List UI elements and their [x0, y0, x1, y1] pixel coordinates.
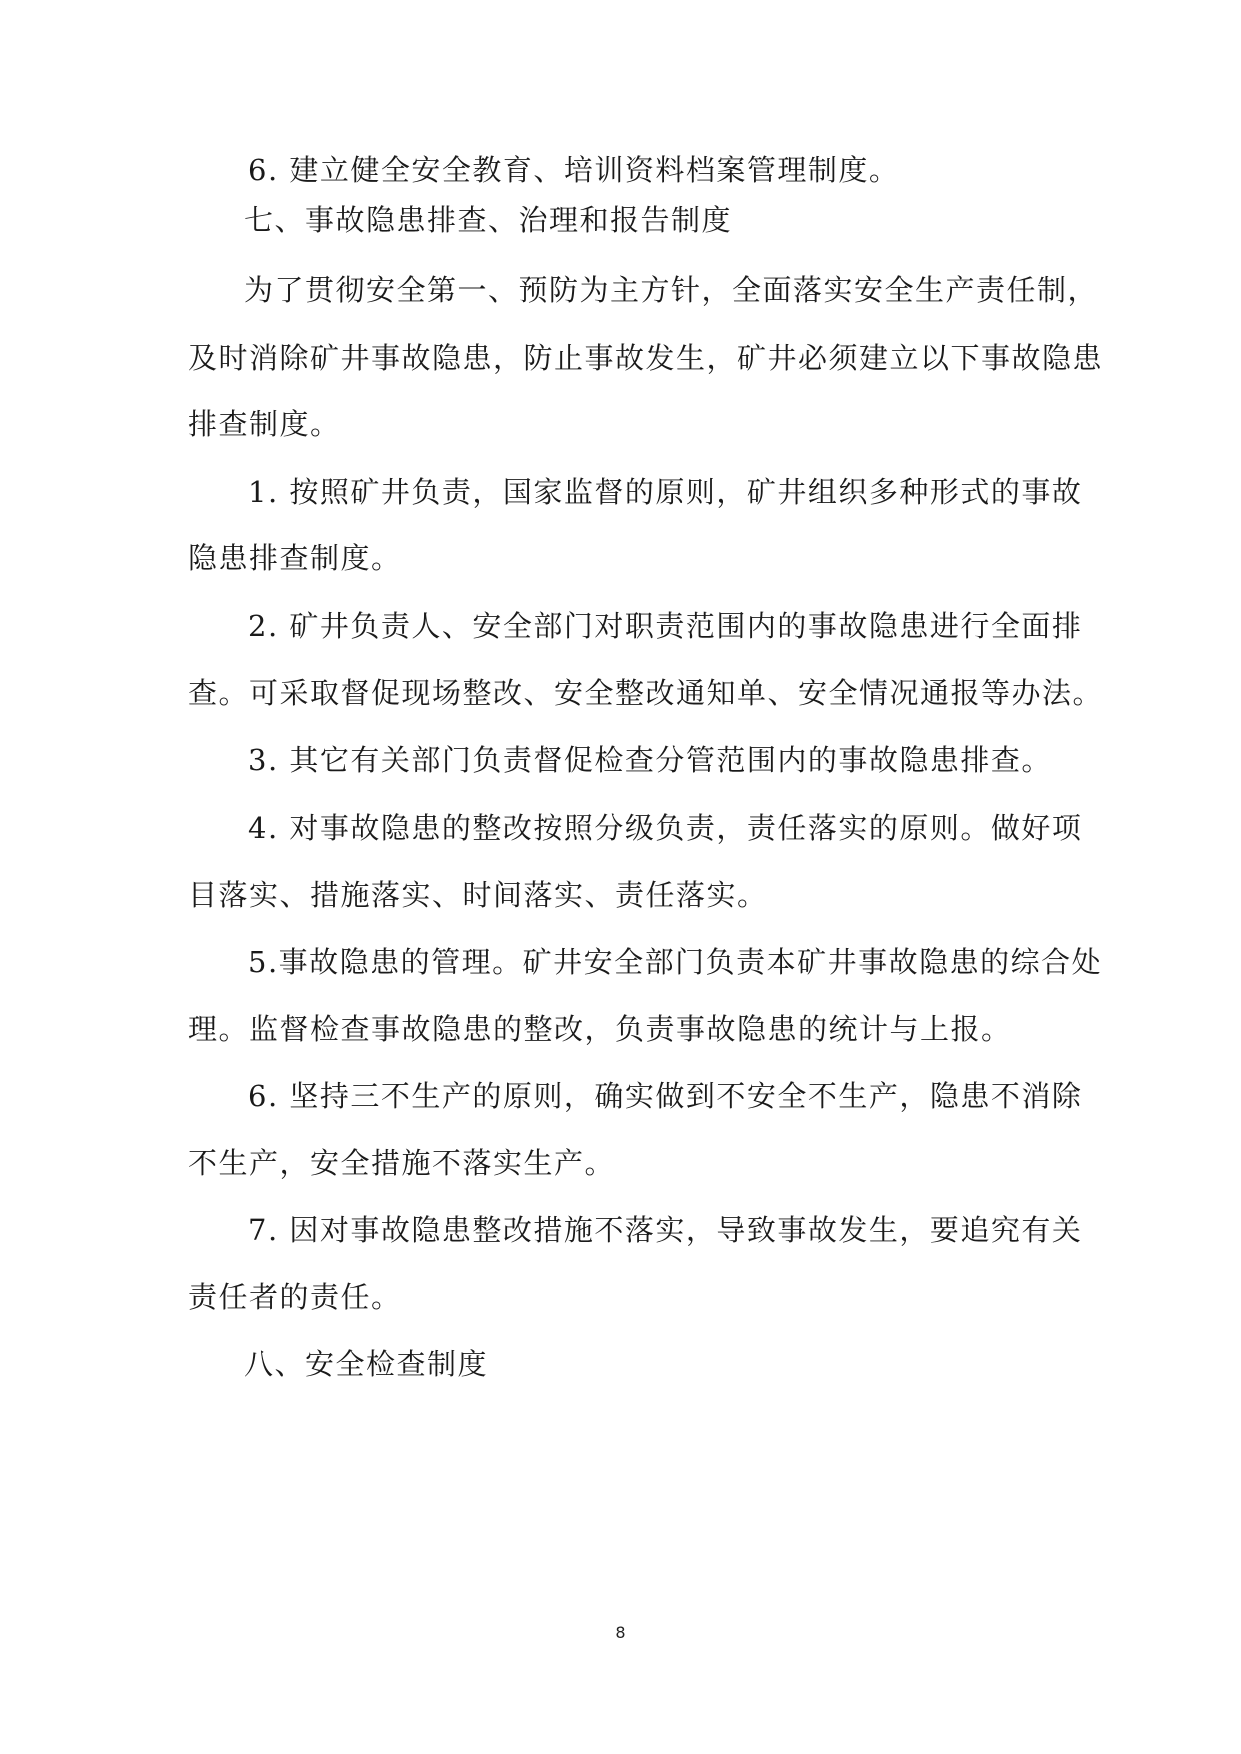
- paragraph-line: 6. 坚持三不生产的原则，确实做到不安全不生产，隐患不消除: [248, 1079, 1083, 1113]
- paragraph-line: 排查制度。: [188, 407, 341, 441]
- paragraph-line: 及时消除矿井事故隐患，防止事故发生，矿井必须建立以下事故隐患: [188, 341, 1104, 375]
- paragraph-line: 理。监督检查事故隐患的整改，负责事故隐患的统计与上报。: [188, 1012, 1012, 1046]
- paragraph-line: 责任者的责任。: [188, 1280, 402, 1314]
- section-heading: 八、安全检查制度: [244, 1347, 489, 1381]
- paragraph-line: 为了贯彻安全第一、预防为主方针，全面落实安全生产责任制，: [244, 273, 1099, 307]
- paragraph-line: 查。可采取督促现场整改、安全整改通知单、安全情况通报等办法。: [188, 676, 1104, 710]
- paragraph-line: 3. 其它有关部门负责督促检查分管范围内的事故隐患排查。: [248, 743, 1052, 777]
- paragraph-line: 5.事故隐患的管理。矿井安全部门负责本矿井事故隐患的综合处: [248, 945, 1103, 979]
- paragraph-line: 6. 建立健全安全教育、培训资料档案管理制度。: [248, 153, 900, 187]
- paragraph-line: 2. 矿井负责人、安全部门对职责范围内的事故隐患进行全面排: [248, 609, 1083, 643]
- paragraph-line: 1. 按照矿井负责，国家监督的原则，矿井组织多种形式的事故: [248, 475, 1083, 509]
- section-heading: 七、事故隐患排查、治理和报告制度: [244, 203, 733, 237]
- paragraph-line: 4. 对事故隐患的整改按照分级负责，责任落实的原则。做好项: [248, 811, 1083, 845]
- paragraph-line: 隐患排查制度。: [188, 541, 402, 575]
- paragraph-line: 7. 因对事故隐患整改措施不落实，导致事故发生，要追究有关: [248, 1213, 1083, 1247]
- paragraph-line: 目落实、措施落实、时间落实、责任落实。: [188, 878, 768, 912]
- paragraph-line: 不生产，安全措施不落实生产。: [188, 1146, 616, 1180]
- page-number: 8: [615, 1623, 626, 1642]
